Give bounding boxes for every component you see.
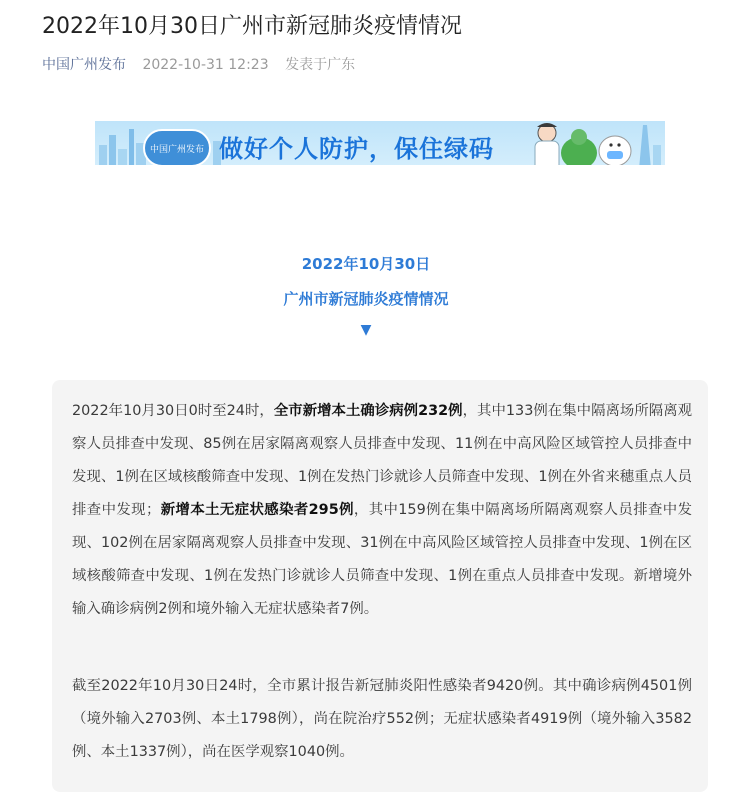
- banner-slogan: 做好个人防护，保住绿码: [219, 135, 494, 163]
- article-meta: [42, 54, 355, 76]
- tower-icon: [625, 125, 665, 169]
- publish-date: 2022-10-31 12:23: [142, 57, 269, 73]
- section-date-heading: 2022年10月30日: [301, 255, 431, 273]
- banner-image: [95, 121, 665, 177]
- article-title: 2022年10月30日广州市新冠肺炎疫情情况: [42, 14, 462, 39]
- paragraph-cumulative: 截至2022年10月30日24时，全市累计报告新冠肺炎阳性感染者9420例。其中确诊病例4501例（境外输入2703例、本土1798例），尚在院治疗552例；无症状感染者4919例（境外输入3582例、本土1337例），尚在医学观察1040例。: [72, 678, 692, 760]
- para1-asymptomatic-detail: ，其中159例在集中隔离场所隔离观察人员排查中发现、102例在居家隔离观察人员排查中发现、31例在中高风险区域管控人员排查中发现、1例在区域核酸筛查中发现、1例在发热门诊就诊人员筛查中发现、1例在重点人员排查中发现。新增境外输入确诊病例2例和境外输入无症状感染者7例。: [72, 502, 692, 617]
- para1-intro: 2022年10月30日0时至24时，: [72, 403, 274, 419]
- arrow-down-icon: ▼: [360, 322, 372, 338]
- new-confirmed-highlight: 全市新增本土确诊病例232例: [273, 403, 463, 419]
- banner-badge: 中国广州发布: [143, 129, 211, 167]
- banner-band: [95, 165, 665, 177]
- author-link[interactable]: 中国广州发布: [42, 57, 126, 73]
- para1-confirmed-detail: ，其中133例在集中隔离场所隔离观察人员排查中发现、85例在居家隔离观察人员排查中发现、11例在中高风险区域管控人员排查中发现、1例在区域核酸筛查中发现、1例在发热门诊就诊人员筛查中发现、1例在外省来穗重点人员排查中发现；: [72, 403, 693, 518]
- paragraph-new-cases: [72, 395, 692, 626]
- section-title-heading: 广州市新冠肺炎疫情情况: [283, 290, 449, 308]
- content-box: [52, 380, 708, 792]
- publish-location: 发表于广东: [285, 57, 356, 73]
- new-asymptomatic-highlight: 新增本土无症状感染者295例: [160, 502, 354, 518]
